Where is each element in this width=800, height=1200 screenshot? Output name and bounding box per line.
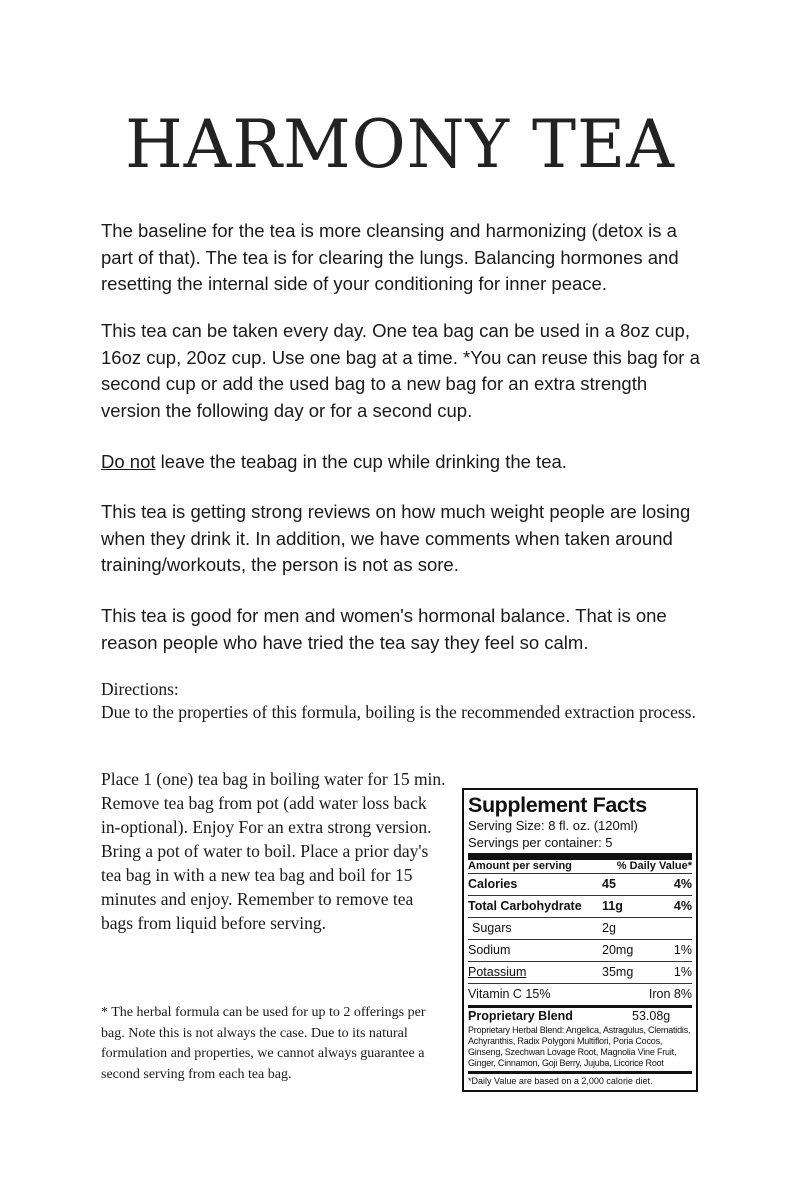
blend-ingredients: Proprietary Herbal Blend: Angelica, Astragulus, Clematidis, Achyranthis, Radix Polygoni Multiflori, Poria Cocos, Ginseng, Szechwan Lovage Root, Magnolia Vine Fruit, Ginger, Cinnamon, Goji Berry, Jujuba, Licorice Root [468, 1025, 691, 1068]
directions-section [101, 678, 701, 724]
underlined-do-not: Do not [101, 451, 156, 472]
reviews-paragraph: This tea is getting strong reviews on how much weight people are losing when they drink it. In addition, we have comments when taken around training/workouts, the person is not as sore. [101, 501, 691, 575]
nutrient-amount: 20mg [602, 943, 634, 957]
supplement-facts-panel [462, 788, 698, 1092]
nutrient-row-sodium [468, 940, 692, 962]
teabag-warning-paragraph [101, 449, 711, 476]
nutrient-name: Potassium [468, 965, 527, 979]
nutrient-amount: 11g [602, 899, 623, 913]
dv-header: % Daily Value* [616, 860, 692, 872]
nutrient-dv: 4% [673, 899, 692, 913]
nutrient-amount: 45 [602, 877, 616, 891]
blend-label: Proprietary Blend [468, 1009, 573, 1023]
directions-intro: Due to the properties of this formula, boiling is the recommended extraction process. [101, 702, 696, 722]
vitamin-c: Vitamin C 15% [468, 987, 551, 1001]
iron: Iron 8% [648, 987, 692, 1001]
divider [468, 853, 692, 860]
nutrient-name: Sodium [468, 943, 511, 957]
nutrient-row-carbohydrate [468, 896, 692, 918]
intro-paragraph: The baseline for the tea is more cleansing and harmonizing (detox is a part of that). The tea is for clearing the lungs. Balancing hormones and resetting the internal side of your conditioning for inner peace. [101, 220, 679, 294]
nutrient-name: Sugars [472, 921, 512, 935]
servings-per-container: Servings per container: 5 [468, 835, 613, 850]
footnote: * The herbal formula can be used for up to 2 offerings per bag. Note this is not always the case. Due to its natural formulation and properties, we cannot always guarantee a second serving from each tea bag. [101, 1005, 426, 1082]
blend-row [468, 1008, 692, 1025]
nutrient-dv: 4% [673, 877, 692, 891]
nutrient-row-calories [468, 874, 692, 896]
page-title: HARMONY TEA [125, 106, 675, 183]
warning-rest: leave the teabag in the cup while drinking the tea. [155, 451, 567, 472]
directions-heading: Directions: [101, 679, 179, 699]
directions-steps: Place 1 (one) tea bag in boiling water for 15 min. Remove tea bag from pot (add water loss back in-optional). Enjoy For an extra strong version. Bring a pot of water to boil. Place a prior day's tea bag in with a new tea bag and boil for 15 minutes and enjoy. Remember to remove tea bags from liquid before serving. [101, 769, 446, 933]
nutrient-amount: 2g [602, 921, 616, 935]
daily-value-footnote: *Daily Value are based on a 2,000 calorie diet. [468, 1071, 692, 1087]
nutrient-row-potassium [468, 962, 692, 984]
amount-header: Amount per serving [468, 860, 572, 872]
usage-paragraph: This tea can be taken every day. One tea bag can be used in a 8oz cup, 16oz cup, 20oz cup. Use one bag at a time. *You can reuse this bag for a second cup or add the used bag to a new bag for an extra strength version the following day or for a second cup. [101, 320, 700, 421]
vitamin-row [468, 984, 692, 1008]
nutrient-dv: 1% [673, 943, 692, 957]
nutrient-amount: 35mg [602, 965, 634, 979]
column-header-row [468, 860, 692, 874]
blend-amount: 53.08g [632, 1009, 671, 1023]
nutrient-dv: 1% [673, 965, 692, 979]
nutrient-name: Calories [468, 877, 518, 891]
hormonal-paragraph: This tea is good for men and women's hormonal balance. That is one reason people who have tried the tea say they feel so calm. [101, 605, 667, 653]
serving-size: Serving Size: 8 fl. oz. (120ml) [468, 818, 638, 833]
nutrient-row-sugars [468, 918, 692, 940]
supplement-facts-heading: Supplement Facts [468, 793, 647, 817]
nutrient-name: Total Carbohydrate [468, 899, 582, 913]
